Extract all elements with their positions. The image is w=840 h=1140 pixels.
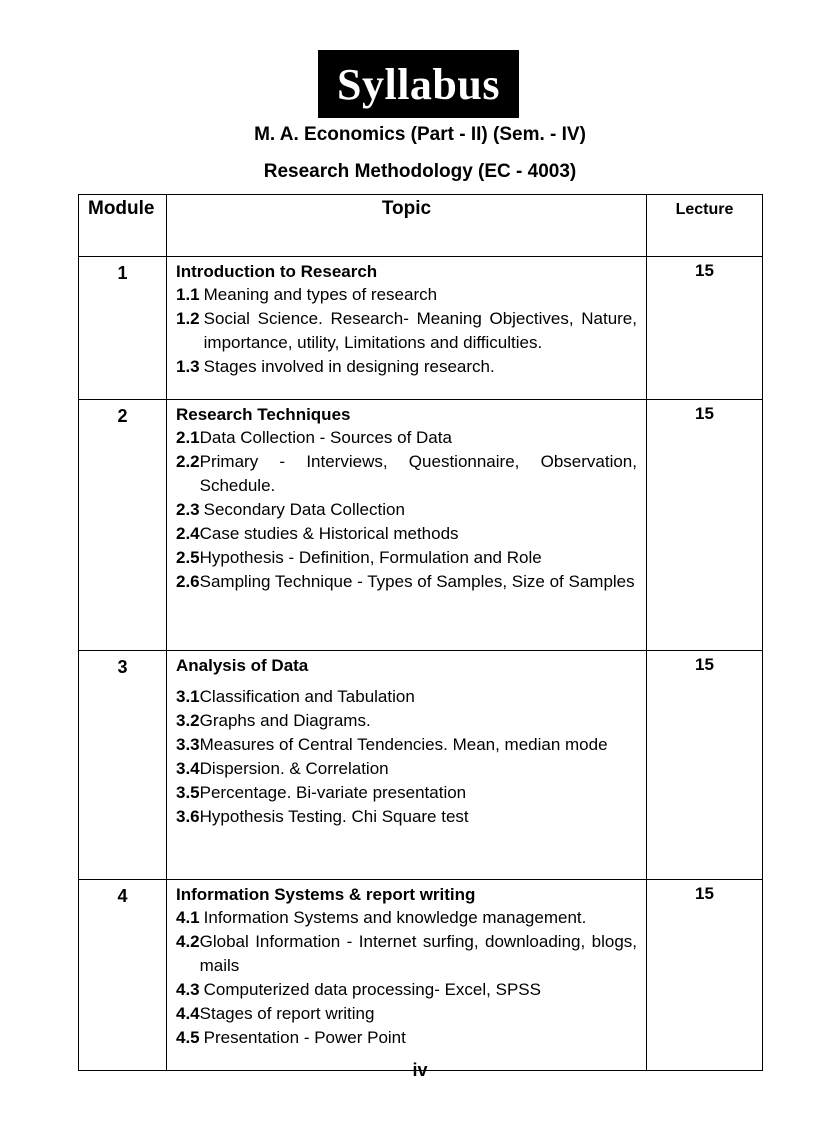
- lecture-count: 15: [647, 880, 763, 1071]
- item-number: 2.3: [176, 500, 200, 519]
- syllabus-table: [78, 194, 763, 1071]
- item-text: Stages of report writing: [199, 1004, 375, 1023]
- item-number: 2.2: [176, 452, 200, 471]
- list-item: [176, 426, 637, 450]
- list-item: [176, 733, 637, 757]
- item-text: Secondary Data Collection: [203, 500, 405, 519]
- item-number: 3.6: [176, 807, 200, 826]
- list-item: [176, 355, 637, 379]
- lecture-count: 15: [647, 651, 763, 880]
- item-number: 3.1: [176, 687, 200, 706]
- item-number: 3.5: [176, 783, 200, 802]
- lecture-count: 15: [647, 400, 763, 651]
- list-item: [176, 906, 637, 930]
- module-number: 1: [79, 257, 167, 400]
- list-item: [176, 781, 637, 805]
- module-title: Information Systems & report writing: [176, 885, 476, 904]
- item-number: 4.5: [176, 1028, 200, 1047]
- module-topic: [167, 880, 647, 1071]
- item-number: 3.4: [176, 759, 200, 778]
- list-item: [176, 307, 637, 355]
- item-text: Percentage. Bi-variate presentation: [199, 783, 467, 802]
- list-item: [176, 570, 637, 594]
- list-item: [176, 978, 637, 1002]
- list-item: [176, 1026, 637, 1050]
- header-lecture: Lecture: [647, 195, 763, 257]
- item-text: Information Systems and knowledge management.: [203, 908, 587, 927]
- module-topic: [167, 257, 647, 400]
- list-item: [176, 930, 637, 978]
- module-title: Analysis of Data: [176, 656, 309, 675]
- list-item: [176, 283, 637, 307]
- header-module: Module: [79, 195, 167, 257]
- item-text: Stages involved in designing research.: [203, 357, 495, 376]
- list-item: [176, 522, 637, 546]
- item-number: 2.1: [176, 428, 200, 447]
- item-text: Hypothesis Testing. Chi Square test: [199, 807, 469, 826]
- item-text: Hypothesis - Definition, Formulation and Role: [199, 548, 542, 567]
- page-number: iv: [412, 1060, 428, 1080]
- list-item: [176, 450, 637, 498]
- item-text: Computerized data processing- Excel, SPSS: [203, 980, 541, 999]
- item-number: 4.3: [176, 980, 200, 999]
- item-number: 1.3: [176, 357, 200, 376]
- list-item: [176, 546, 637, 570]
- table-row: [79, 400, 763, 651]
- lecture-count: 15: [647, 257, 763, 400]
- item-text: Graphs and Diagrams.: [199, 711, 371, 730]
- list-item: [176, 685, 637, 709]
- item-text: Data Collection - Sources of Data: [199, 428, 452, 447]
- module-topic: [167, 400, 647, 651]
- item-text: Meaning and types of research: [203, 285, 438, 304]
- item-number: 4.4: [176, 1004, 200, 1023]
- item-number: 2.5: [176, 548, 200, 567]
- item-text: Case studies & Historical methods: [199, 524, 459, 543]
- item-text: Sampling Technique - Types of Samples, Size of Samples: [199, 572, 635, 591]
- list-item: [176, 1002, 637, 1026]
- table-row: [79, 651, 763, 880]
- paper-title: Research Methodology (EC - 4003): [263, 161, 577, 182]
- module-title: Research Techniques: [176, 405, 351, 424]
- item-text: Dispersion. & Correlation: [199, 759, 389, 778]
- header-topic: Topic: [167, 195, 647, 257]
- item-text: Measures of Central Tendencies. Mean, median mode: [199, 735, 608, 754]
- item-number: 2.4: [176, 524, 200, 543]
- item-number: 1.1: [176, 285, 200, 304]
- module-title: Introduction to Research: [176, 262, 378, 281]
- module-number: 4: [79, 880, 167, 1071]
- item-number: 4.1: [176, 908, 200, 927]
- module-topic: [167, 651, 647, 880]
- syllabus-banner: Syllabus: [318, 50, 519, 118]
- list-item: [176, 498, 637, 522]
- table-row: [79, 257, 763, 400]
- item-number: 4.2: [176, 932, 200, 951]
- item-number: 3.3: [176, 735, 200, 754]
- item-text: Classification and Tabulation: [199, 687, 415, 706]
- item-number: 3.2: [176, 711, 200, 730]
- item-text: Global Information - Internet surfing, downloading, blogs, mails: [199, 932, 637, 975]
- list-item: [176, 709, 637, 733]
- list-item: [176, 805, 637, 829]
- list-item: [176, 757, 637, 781]
- module-number: 2: [79, 400, 167, 651]
- item-text: Primary - Interviews, Questionnaire, Observation, Schedule.: [199, 452, 637, 495]
- course-title: M. A. Economics (Part - II) (Sem. - IV): [254, 124, 586, 145]
- item-number: 1.2: [176, 309, 200, 328]
- table-header-row: [79, 195, 763, 257]
- item-text: Social Science. Research- Meaning Objectives, Nature, importance, utility, Limitations and difficulties.: [203, 309, 637, 352]
- item-text: Presentation - Power Point: [203, 1028, 406, 1047]
- item-number: 2.6: [176, 572, 200, 591]
- module-number: 3: [79, 651, 167, 880]
- table-row: [79, 880, 763, 1071]
